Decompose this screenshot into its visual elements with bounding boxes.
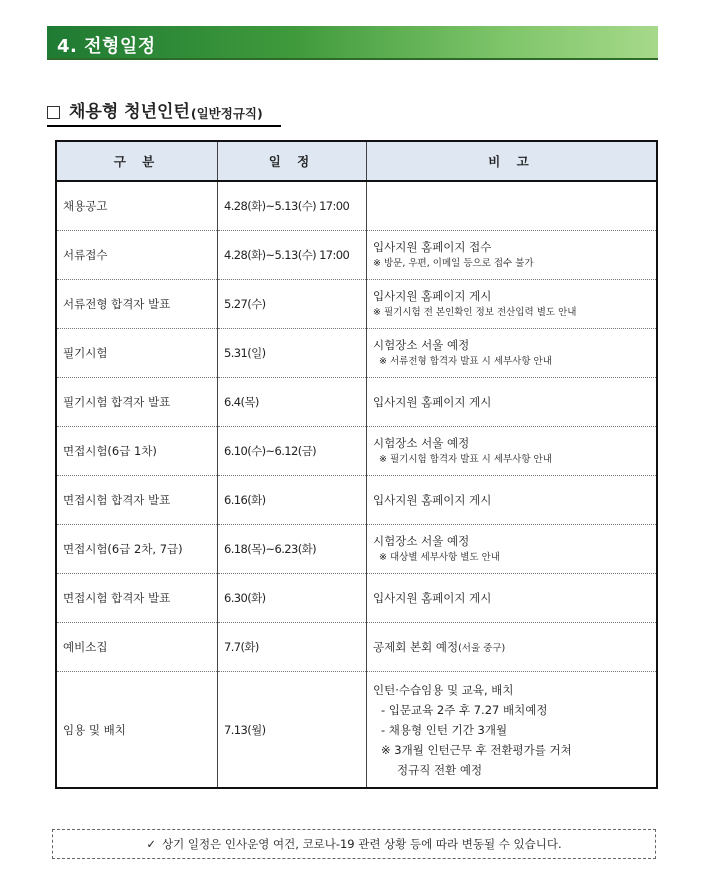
note-sub: ※ 필기시험 합격자 발표 시 세부사항 안내 <box>379 454 552 465</box>
table-row <box>56 427 657 476</box>
checkbox-square-icon <box>47 106 60 119</box>
table-row <box>56 672 657 789</box>
note-line: ※ 3개월 인턴근무 후 전환평가를 거쳐 <box>381 742 572 757</box>
header-category: 구 분 <box>56 141 218 181</box>
table-row <box>56 280 657 329</box>
cell-schedule: 4.28(화)~5.13(수) 17:00 <box>218 181 367 231</box>
cell-note <box>367 476 658 525</box>
cell-category: 필기시험 <box>56 329 218 378</box>
note-main: 입사지원 홈페이지 게시 <box>373 492 492 507</box>
note-main: 공제회 본회 예정 <box>373 639 459 654</box>
note-sub: ※ 필기시험 전 본인확인 정보 전산입력 별도 안내 <box>373 307 577 318</box>
cell-category: 임용 및 배치 <box>63 722 126 737</box>
note-main: 입사지원 홈페이지 게시 <box>373 289 492 303</box>
note-sub: ※ 대상별 세부사항 별도 안내 <box>379 552 500 563</box>
note-main: 입사지원 홈페이지 게시 <box>373 394 492 409</box>
header-note: 비 고 <box>367 141 658 181</box>
note-main: 입사지원 홈페이지 접수 <box>373 240 492 254</box>
cell-note <box>367 378 658 427</box>
cell-schedule: 5.31(일) <box>218 329 367 378</box>
cell-category: 면접시험(6급 2차, 7급) <box>56 525 218 574</box>
cell-schedule: 6.16(화) <box>218 476 367 525</box>
header-schedule: 일 정 <box>218 141 367 181</box>
table-row <box>56 574 657 623</box>
table-row <box>56 329 657 378</box>
section-header-bar <box>47 26 658 60</box>
table-row <box>56 623 657 672</box>
subsection-title: 채용형 청년인턴 <box>69 102 190 122</box>
cell-note <box>367 231 658 280</box>
cell-note <box>367 525 658 574</box>
cell-category: 채용공고 <box>56 181 218 231</box>
cell-category: 면접시험 합격자 발표 <box>56 476 218 525</box>
note-line: 정규직 전환 예정 <box>397 762 483 777</box>
cell-category: 면접시험 합격자 발표 <box>56 574 218 623</box>
cell-note <box>367 574 658 623</box>
cell-note <box>367 427 658 476</box>
note-sub: (서울 중구) <box>458 642 506 654</box>
note-main: 시험장소 서울 예정 <box>373 436 470 450</box>
note-line: - 채용형 인턴 기간 3개월 <box>381 722 508 737</box>
note-main: 시험장소 서울 예정 <box>373 534 470 548</box>
note-sub: ※ 방문, 우편, 이메일 등으로 접수 불가 <box>373 258 534 269</box>
cell-note <box>367 181 658 231</box>
cell-category: 면접시험(6급 1차) <box>56 427 218 476</box>
cell-note <box>367 329 658 378</box>
cell-category: 서류전형 합격자 발표 <box>56 280 218 329</box>
subsection-suffix: (일반정규직) <box>190 106 263 121</box>
cell-schedule: 7.7(화) <box>218 623 367 672</box>
cell-schedule: 6.4(목) <box>218 378 367 427</box>
table-row <box>56 181 657 231</box>
cell-category: 예비소집 <box>56 623 218 672</box>
cell-schedule: 6.30(화) <box>218 574 367 623</box>
cell-schedule: 6.18(목)~6.23(화) <box>218 525 367 574</box>
cell-schedule: 5.27(수) <box>218 280 367 329</box>
subsection-heading <box>47 92 281 127</box>
checkmark-icon: ✓ <box>146 837 157 851</box>
cell-schedule: 7.13(월) <box>218 672 367 789</box>
table-header-row <box>56 141 657 181</box>
schedule-table <box>55 140 658 789</box>
section-title: 4. 전형일정 <box>57 36 156 57</box>
note-line: 인턴·수습임용 및 교육, 배치 <box>373 682 514 697</box>
table-row <box>56 231 657 280</box>
cell-note <box>367 280 658 329</box>
cell-note <box>367 623 658 672</box>
cell-category: 필기시험 합격자 발표 <box>56 378 218 427</box>
cell-note <box>367 672 658 789</box>
footnote-box <box>52 829 656 859</box>
cell-schedule: 4.28(화)~5.13(수) 17:00 <box>218 231 367 280</box>
table-row <box>56 378 657 427</box>
cell-category: 서류접수 <box>56 231 218 280</box>
note-main: 입사지원 홈페이지 게시 <box>373 590 492 605</box>
note-line: - 입문교육 2주 후 7.27 배치예정 <box>381 702 548 717</box>
note-sub: ※ 서류전형 합격자 발표 시 세부사항 안내 <box>379 356 552 367</box>
table-row <box>56 476 657 525</box>
cell-schedule: 6.10(수)~6.12(금) <box>218 427 367 476</box>
footnote-text: 상기 일정은 인사운영 여건, 코로나-19 관련 상황 등에 따라 변동될 수 있습니다. <box>162 837 562 851</box>
table-row <box>56 525 657 574</box>
note-main: 시험장소 서울 예정 <box>373 338 470 352</box>
